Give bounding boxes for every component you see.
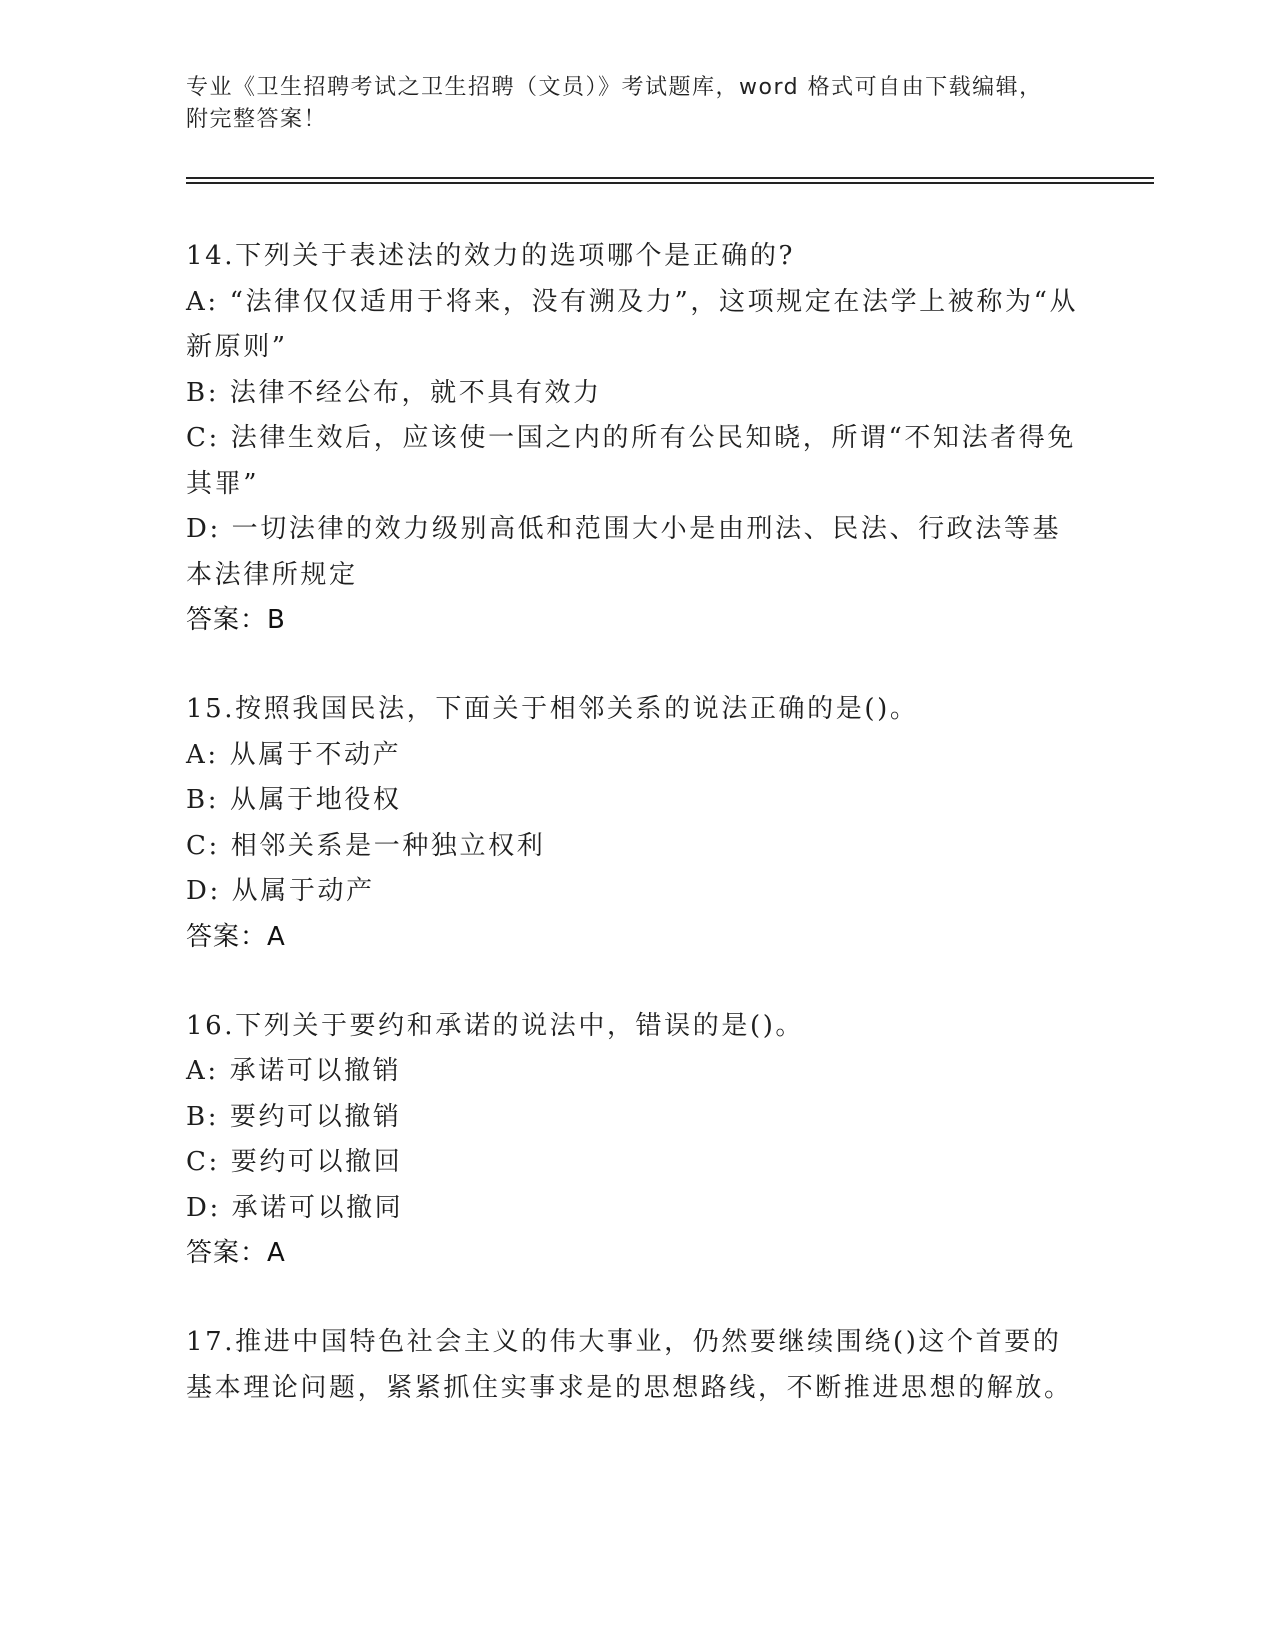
header-divider-bottom xyxy=(186,182,1154,184)
option-a: A: 承诺可以撤销 xyxy=(186,1056,402,1086)
question-list xyxy=(186,234,1086,1455)
option-c: C: 相邻关系是一种独立权利 xyxy=(186,830,546,861)
question-stem: 17.推进中国特色社会主义的伟大事业，仍然要继续围绕()这个首要的基本理论问题，紧紧抓住实事求是的思想路线，不断推进思想的解放。 xyxy=(186,1327,1073,1403)
option-d: D: 从属于动产 xyxy=(186,876,375,906)
question-15 xyxy=(186,687,1086,960)
option-b: B: 要约可以撤销 xyxy=(186,1101,402,1132)
option-c: C: 要约可以撤回 xyxy=(186,1147,403,1177)
option-a: A: 从属于不动产 xyxy=(186,739,402,770)
answer-label: 答案：A xyxy=(186,1238,286,1268)
option-b: B: 从属于地役权 xyxy=(186,785,402,815)
option-d: D: 一切法律的效力级别高低和范围大小是由刑法、民法、行政法等基本法律所规定 xyxy=(186,514,1062,590)
option-a: A: “法律仅仅适用于将来，没有溯及力”，这项规定在法学上被称为“从新原则” xyxy=(186,286,1079,362)
option-c: C: 法律生效后，应该使一国之内的所有公民知晓，所谓“不知法者得免其罪” xyxy=(186,423,1077,499)
question-16 xyxy=(186,1004,1086,1277)
question-stem: 16.下列关于要约和承诺的说法中，错误的是()。 xyxy=(186,1010,805,1041)
question-17 xyxy=(186,1320,1086,1411)
option-b: B: 法律不经公布，就不具有效力 xyxy=(186,377,602,408)
question-stem: 14.下列关于表述法的效力的选项哪个是正确的? xyxy=(186,241,796,271)
option-d: D: 承诺可以撤同 xyxy=(186,1192,404,1223)
question-stem: 15.按照我国民法，下面关于相邻关系的说法正确的是()。 xyxy=(186,694,919,724)
answer-label: 答案：B xyxy=(186,605,286,635)
answer-label: 答案：A xyxy=(186,921,286,952)
document-header: 专业《卫生招聘考试之卫生招聘（文员）》考试题库，word 格式可自由下载编辑，附完整答案！ xyxy=(186,75,1043,132)
question-14 xyxy=(186,234,1086,643)
header-divider-top xyxy=(186,177,1154,179)
